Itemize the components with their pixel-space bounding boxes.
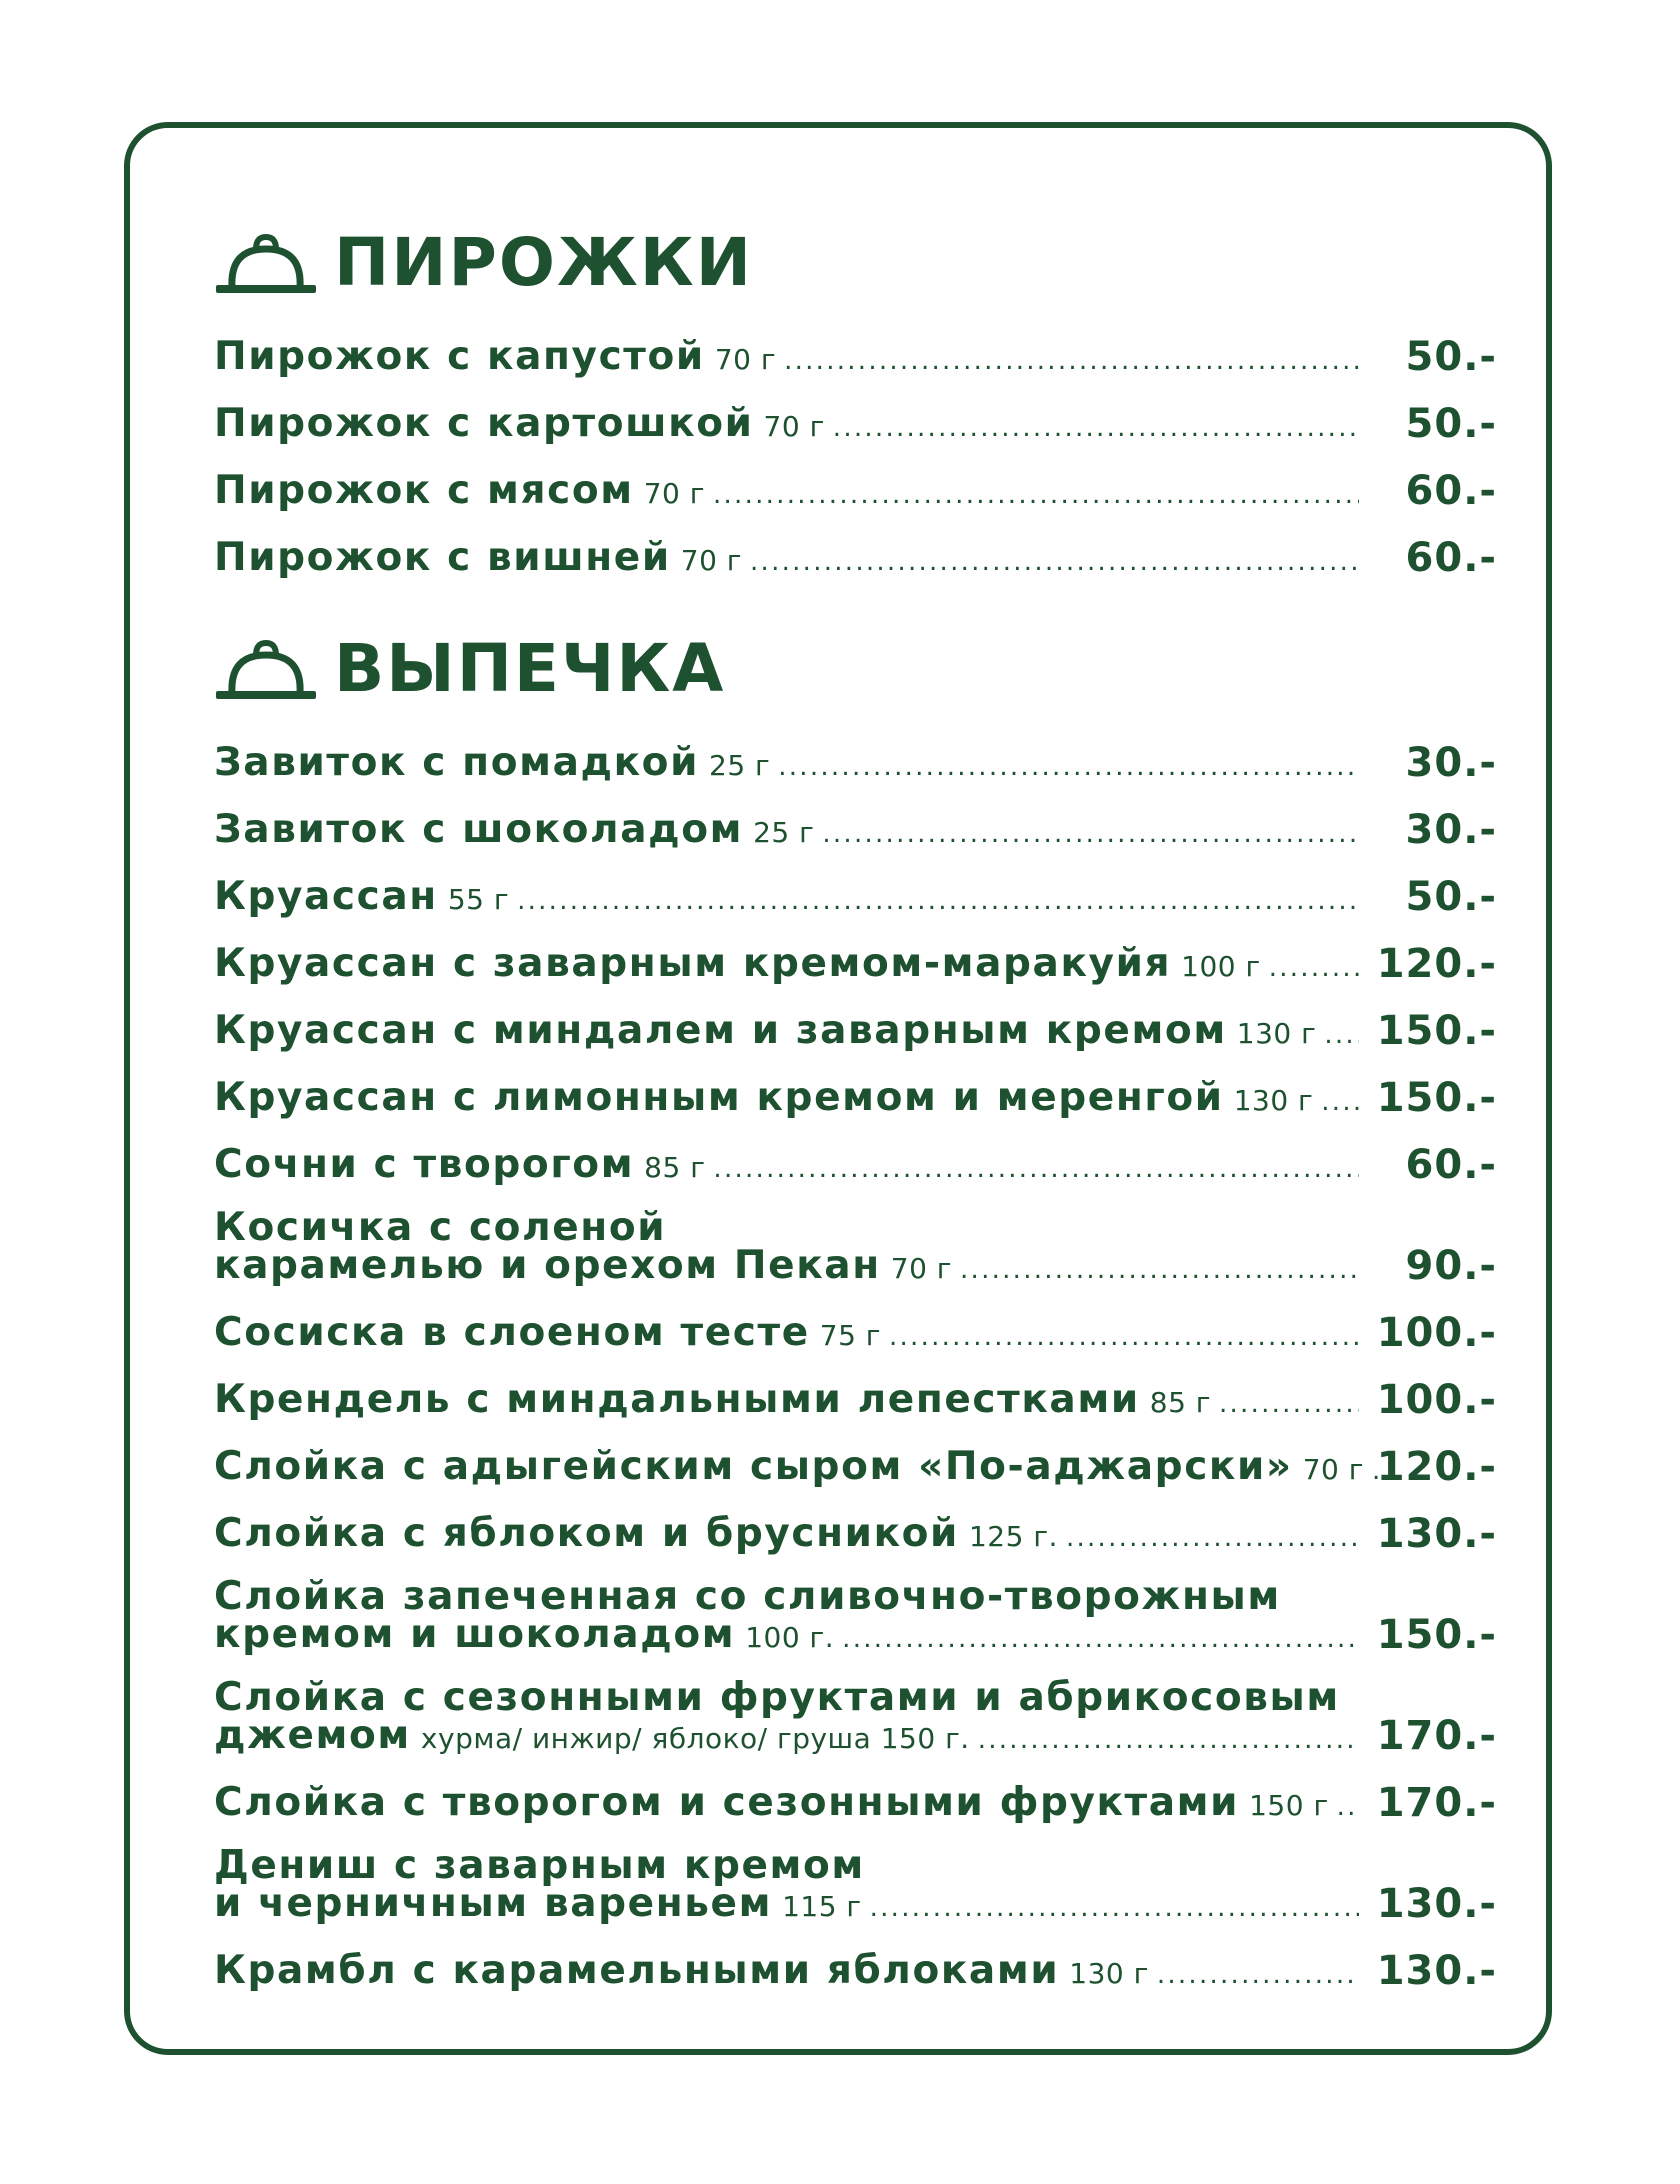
item-name: Пирожок с вишней [214, 535, 671, 580]
item-name: Слойка с адыгейским сыром «По-аджарски» [214, 1444, 1293, 1489]
item-price: 60.- [1405, 468, 1497, 514]
item-weight: 70 г [890, 1252, 953, 1285]
section-header [214, 624, 1497, 714]
menu-item [214, 1053, 1497, 1120]
item-weight: 70 г [643, 477, 705, 510]
item-weight: 130 г [1236, 1017, 1317, 1050]
item-weight: 150 г [1249, 1789, 1329, 1822]
item-name: карамелью и орехом Пекан [214, 1243, 881, 1288]
menu-item [214, 1556, 1497, 1657]
item-name: Сосиска в слоеном тесте [214, 1310, 810, 1355]
item-price: 60.- [1405, 1142, 1497, 1188]
item-name: кремом и шоколадом [214, 1612, 736, 1657]
item-price: 100.- [1376, 1377, 1497, 1423]
item-name: Пирожок с мясом [214, 468, 634, 513]
item-weight: 70 г [680, 544, 743, 577]
item-weight: 85 г [1149, 1386, 1211, 1419]
dot-leader [778, 752, 1359, 782]
menu-item [214, 1657, 1497, 1758]
dot-leader [1066, 1523, 1359, 1553]
menu-item [214, 1758, 1497, 1825]
menu-item [214, 718, 1497, 785]
item-name: Крамбл с карамельными яблоками [214, 1948, 1060, 1993]
menu-item [214, 1422, 1497, 1489]
item-weight: 70 г [763, 410, 825, 443]
dot-leader [713, 1154, 1359, 1184]
item-name: Слойка с яблоком и брусникой [214, 1511, 959, 1556]
dot-leader [1219, 1389, 1359, 1419]
item-price: 150.- [1376, 1075, 1497, 1121]
item-name-line1: Косичка с соленой [214, 1205, 667, 1250]
item-price: 90.- [1405, 1243, 1497, 1289]
item-name: и черничным вареньем [214, 1881, 773, 1926]
item-price: 60.- [1405, 535, 1497, 581]
item-name: Крендель с миндальными лепестками [214, 1377, 1140, 1422]
item-price: 30.- [1405, 740, 1497, 786]
item-name: Пирожок с картошкой [214, 401, 754, 446]
item-price: 120.- [1376, 1444, 1497, 1490]
menu-item [214, 312, 1497, 379]
item-weight: хурма/ инжир/ яблоко/ груша 150 г. [420, 1722, 970, 1755]
item-weight: 70 г [714, 343, 777, 376]
item-weight: 115 г [782, 1890, 862, 1923]
dot-leader [889, 1322, 1359, 1352]
menu-item [214, 1187, 1497, 1288]
menu-item [214, 446, 1497, 513]
menu-item [214, 1120, 1497, 1187]
item-name-line1: Слойка запеченная со сливочно-творожным [214, 1574, 1281, 1619]
item-price: 150.- [1376, 1008, 1497, 1054]
item-name: Круассан [214, 874, 438, 919]
menu-item [214, 379, 1497, 446]
item-name: Сочни с творогом [214, 1142, 635, 1187]
item-name: Пирожок с капустой [214, 334, 705, 379]
item-price: 130.- [1376, 1881, 1497, 1927]
item-price: 30.- [1405, 807, 1497, 853]
dot-leader [870, 1893, 1359, 1923]
menu-item [214, 1288, 1497, 1355]
dot-leader [1321, 1087, 1359, 1117]
menu-item [214, 852, 1497, 919]
item-weight: 125 г. [968, 1520, 1058, 1553]
menu-item [214, 1489, 1497, 1556]
dot-leader [822, 819, 1359, 849]
section-title: ВЫПЕЧКА [334, 630, 726, 707]
menu-item [214, 1355, 1497, 1422]
item-weight: 100 г. [745, 1621, 835, 1654]
dot-leader [517, 886, 1359, 916]
dot-leader [784, 346, 1359, 376]
item-weight: 130 г [1069, 1957, 1149, 1990]
item-weight: 75 г [819, 1319, 881, 1352]
dot-leader [842, 1624, 1359, 1654]
item-name: Круассан с заварным кремом-маракуйя [214, 941, 1172, 986]
item-price: 50.- [1405, 401, 1497, 447]
item-price: 120.- [1376, 941, 1497, 987]
item-price: 170.- [1376, 1713, 1497, 1759]
dot-leader [1157, 1960, 1359, 1990]
item-price: 150.- [1376, 1612, 1497, 1658]
item-name-line1: Слойка с сезонными фруктами и абрикосовым [214, 1675, 1340, 1720]
menu-item [214, 919, 1497, 986]
dot-leader [1324, 1020, 1359, 1050]
menu-item [214, 1926, 1497, 1993]
item-weight: 85 г [644, 1151, 706, 1184]
dot-leader [960, 1255, 1359, 1285]
item-weight: 130 г [1233, 1084, 1314, 1117]
item-weight: 25 г [753, 816, 815, 849]
item-name: Завиток с помадкой [214, 740, 699, 785]
menu-item [214, 1825, 1497, 1926]
item-name: Завиток с шоколадом [214, 807, 744, 852]
dot-leader [1337, 1792, 1359, 1822]
dot-leader [978, 1725, 1359, 1755]
item-weight: 100 г [1181, 950, 1261, 983]
cloche-icon [214, 633, 318, 705]
section-vypechka [214, 624, 1497, 1993]
section-header [214, 218, 1497, 308]
item-price: 50.- [1405, 874, 1497, 920]
cloche-icon [214, 227, 318, 299]
menu-item [214, 513, 1497, 580]
item-price: 130.- [1376, 1948, 1497, 1994]
dot-leader [750, 547, 1359, 577]
section-pirozhki [214, 218, 1497, 580]
item-weight: 70 г [1302, 1453, 1364, 1486]
menu-item [214, 986, 1497, 1053]
item-price: 50.- [1405, 334, 1497, 380]
item-price: 130.- [1376, 1511, 1497, 1557]
item-name: Слойка с творогом и сезонными фруктами [214, 1780, 1240, 1825]
item-name: Круассан с лимонным кремом и меренгой [214, 1075, 1224, 1120]
item-weight: 25 г [709, 749, 771, 782]
item-name-line1: Дениш с заварным кремом [214, 1843, 865, 1888]
item-name: джемом [214, 1713, 411, 1758]
item-price: 170.- [1376, 1780, 1497, 1826]
dot-leader [713, 480, 1359, 510]
item-name: Круассан с миндалем и заварным кремом [214, 1008, 1227, 1053]
item-price: 100.- [1376, 1310, 1497, 1356]
dot-leader [833, 413, 1359, 443]
dot-leader [1269, 953, 1359, 983]
menu-item [214, 785, 1497, 852]
section-title: ПИРОЖКИ [334, 224, 753, 301]
item-weight: 55 г [447, 883, 510, 916]
